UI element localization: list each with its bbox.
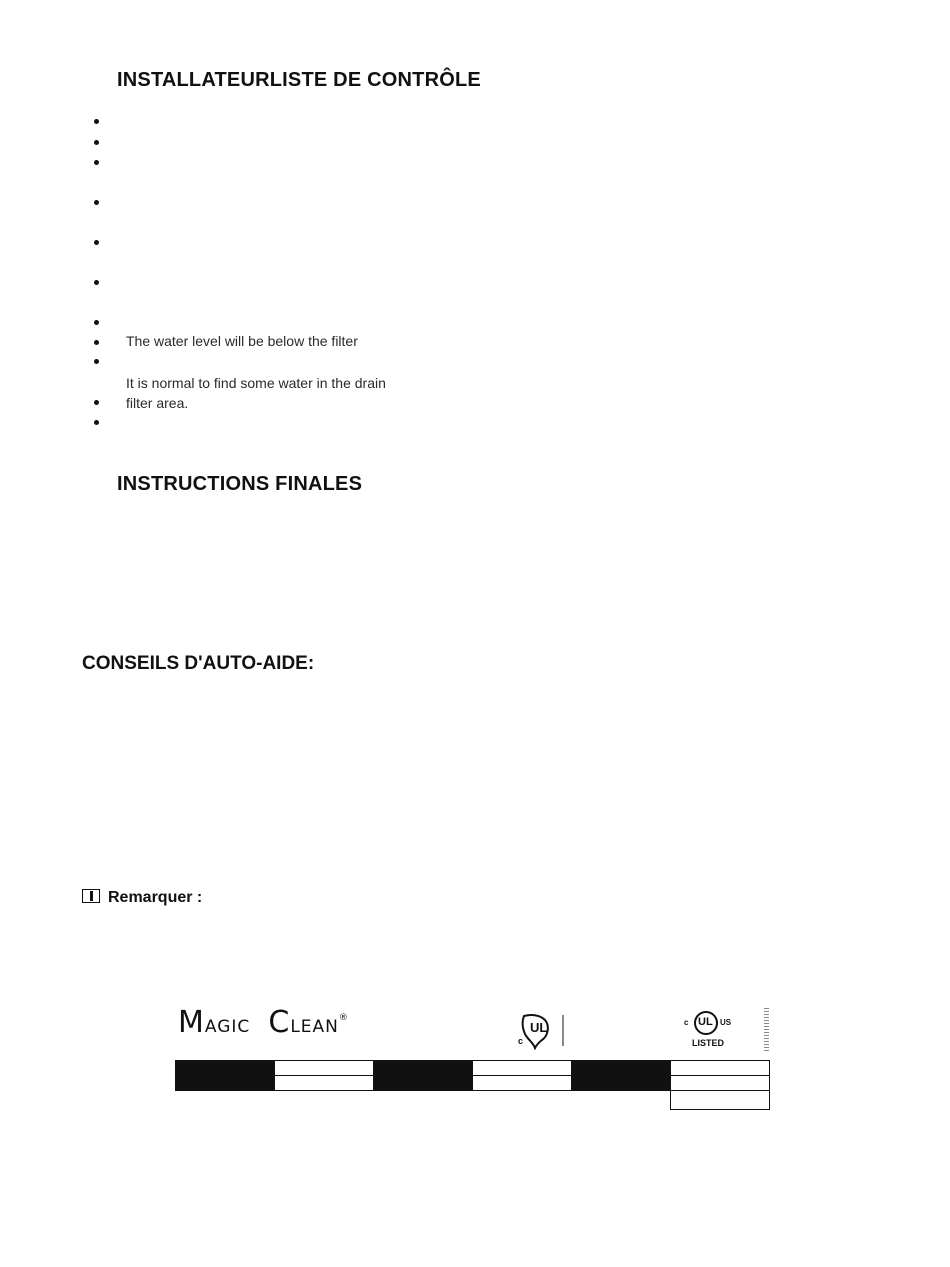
table-cell bbox=[374, 1061, 473, 1076]
footer-table bbox=[175, 1060, 770, 1110]
table-cell bbox=[176, 1091, 275, 1110]
bullet bbox=[93, 319, 101, 327]
brand-logo bbox=[178, 1005, 349, 1040]
note-label: Remarquer : bbox=[108, 889, 203, 906]
brand-letter: M bbox=[178, 1005, 205, 1040]
ul-text: UL bbox=[530, 1020, 548, 1035]
table-cell bbox=[374, 1091, 473, 1110]
info-icon bbox=[82, 889, 100, 903]
bullet bbox=[93, 118, 101, 126]
table-cell bbox=[176, 1076, 275, 1091]
bullet bbox=[93, 399, 101, 407]
ul-c: c bbox=[518, 1036, 524, 1046]
checklist-title: INSTALLATEURLISTE DE CONTRÔLE bbox=[117, 69, 481, 91]
self-help-title: CONSEILS D'AUTO-AIDE: bbox=[82, 653, 315, 674]
table-cell bbox=[473, 1061, 572, 1076]
table-cell bbox=[374, 1076, 473, 1091]
ul-c: c bbox=[684, 1018, 689, 1027]
table-cell bbox=[671, 1061, 770, 1076]
checklist-item-text: filter area. bbox=[126, 395, 189, 411]
table-cell bbox=[275, 1076, 374, 1091]
bullet bbox=[93, 139, 101, 147]
table-row bbox=[176, 1091, 770, 1110]
table-cell bbox=[572, 1091, 671, 1110]
bullet bbox=[93, 279, 101, 287]
table-cell bbox=[275, 1091, 374, 1110]
brand-word: LEAN bbox=[290, 1017, 339, 1037]
ul-listed: LISTED bbox=[692, 1038, 725, 1048]
bullet bbox=[93, 199, 101, 207]
brand-letter: C bbox=[268, 1005, 291, 1040]
ul-us: US bbox=[720, 1018, 732, 1027]
brand-word: AGIC bbox=[204, 1017, 251, 1037]
table-row bbox=[176, 1076, 770, 1091]
ul-text: UL bbox=[698, 1016, 713, 1028]
bullet bbox=[93, 159, 101, 167]
final-instructions-title: INSTRUCTIONS FINALES bbox=[117, 473, 363, 495]
bullet bbox=[93, 419, 101, 427]
table-row bbox=[176, 1061, 770, 1076]
table-cell bbox=[572, 1061, 671, 1076]
table-cell bbox=[275, 1061, 374, 1076]
bullet bbox=[93, 339, 101, 347]
table-cell bbox=[572, 1076, 671, 1091]
registered-mark: ® bbox=[338, 1013, 349, 1023]
table-cell bbox=[473, 1091, 572, 1110]
ul-recognized-mark bbox=[518, 1012, 568, 1050]
checklist-item-text: The water level will be below the filter bbox=[126, 333, 358, 349]
culus-listed-mark bbox=[684, 1010, 744, 1052]
side-stripe bbox=[764, 1008, 769, 1052]
table-cell bbox=[176, 1061, 275, 1076]
table-cell bbox=[671, 1076, 770, 1091]
checklist-item-text: It is normal to find some water in the drain bbox=[126, 375, 386, 391]
table-cell bbox=[671, 1091, 770, 1110]
table-cell bbox=[473, 1076, 572, 1091]
bullet bbox=[93, 358, 101, 366]
bullet bbox=[93, 239, 101, 247]
